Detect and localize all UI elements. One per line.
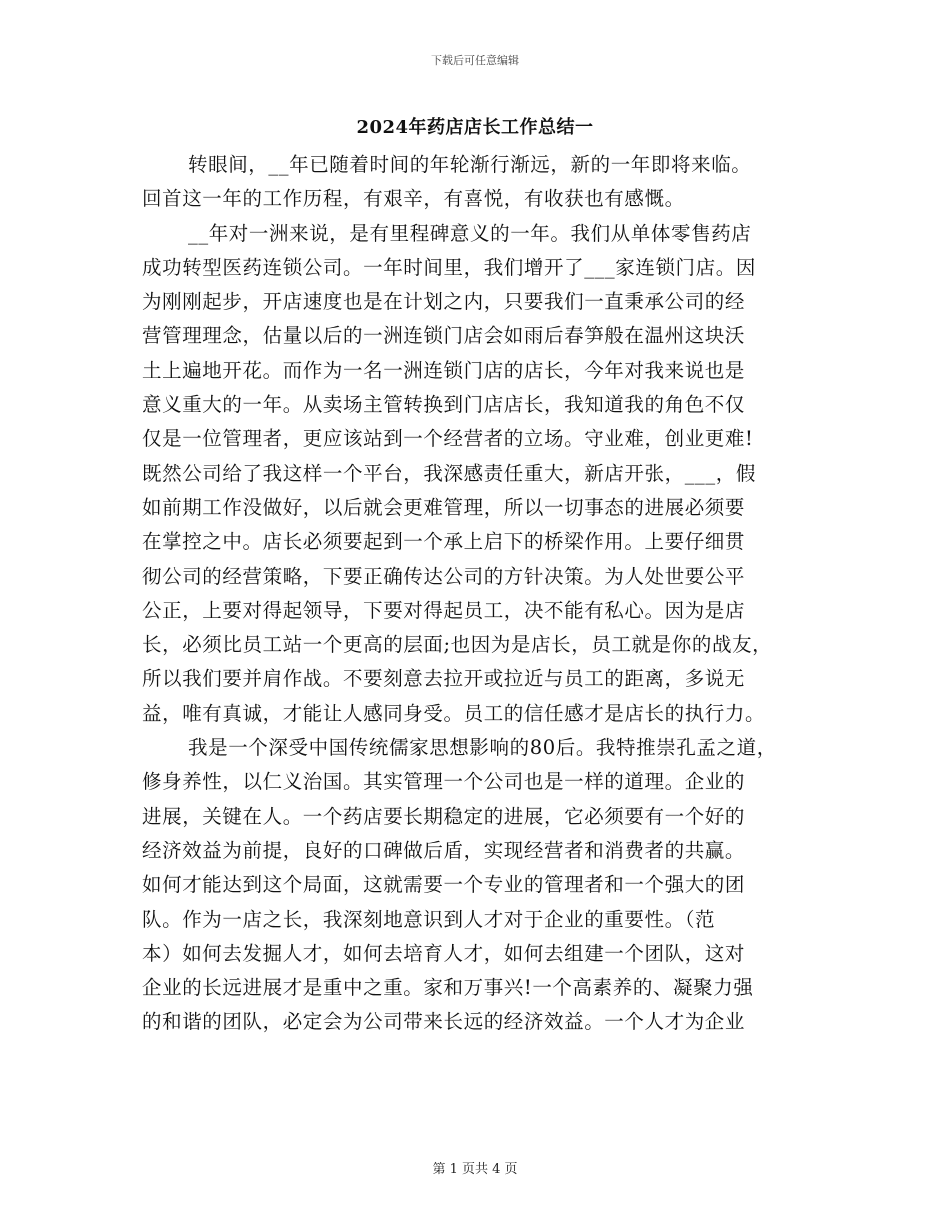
paragraph-line: 公正，上要对得起领导，下要对得起员工，决不能有私心。因为是店: [142, 598, 746, 622]
paragraph-line: 成功转型医药连锁公司。一年时间里，我们增开了___家连锁门店。因: [142, 255, 756, 279]
paragraph-line: 仅是一位管理者，更应该站到一个经营者的立场。守业难，创业更难!: [142, 427, 754, 451]
paragraph-line: 在掌控之中。店长必须要起到一个承上启下的桥梁作用。上要仔细贯: [142, 530, 746, 554]
header-note: 下载后可任意编辑: [431, 54, 519, 67]
paragraph-line: 长，必须比员工站一个更高的层面;也因为是店长，员工就是你的战友，: [142, 633, 773, 657]
document-title: 2024年药店店长工作总结一: [356, 117, 594, 138]
paragraph-line: 的和谐的团队，必定会为公司带来长远的经济效益。一个人才为企业: [142, 1010, 746, 1034]
paragraph-line: __年对一洲来说，是有里程碑意义的一年。我们从单体零售药店: [188, 221, 752, 245]
paragraph-line: 本）如何去发掘人才，如何去培育人才，如何去组建一个团队，这对: [142, 941, 746, 965]
document-body: [142, 148, 814, 1040]
paragraph-line: 经济效益为前提，良好的口碑做后盾，实现经营者和消费者的共赢。: [142, 838, 746, 862]
paragraph-line: 企业的长远进展才是重中之重。家和万事兴!一个高素养的、凝聚力强: [142, 976, 754, 1000]
paragraph-line: 益，唯有真诚，才能让人感同身受。员工的信任感才是店长的执行力。: [142, 701, 766, 725]
paragraph-line: 回首这一年的工作历程，有艰辛，有喜悦，有收获也有感慨。: [142, 187, 685, 211]
paragraph-line: 既然公司给了我这样一个平台，我深感责任重大，新店开张，___，假: [142, 461, 756, 485]
paragraph-line: 营管理理念，估量以后的一洲连锁门店会如雨后春笋般在温州这块沃: [142, 324, 746, 348]
paragraph-line: 如前期工作没做好，以后就会更难管理，所以一切事态的进展必须要: [142, 495, 746, 519]
paragraph-line: 土上遍地开花。而作为一名一洲连锁门店的店长，今年对我来说也是: [142, 358, 746, 382]
paragraph-line: 彻公司的经营策略，下要正确传达公司的方针决策。为人处世要公平: [142, 564, 746, 588]
paragraph-line: 队。作为一店之长，我深刻地意识到人才对于企业的重要性。（范: [142, 907, 716, 931]
paragraph-line: 意义重大的一年。从卖场主管转换到门店店长，我知道我的角色不仅: [142, 393, 746, 417]
page-number: 第 1 页共 4 页: [432, 1162, 518, 1177]
paragraph-line: 转眼间，__年已随着时间的年轮渐行渐远，新的一年即将来临。: [188, 153, 752, 176]
paragraph-line: 所以我们要并肩作战。不要刻意去拉开或拉近与员工的距离，多说无: [142, 667, 746, 691]
paragraph-line: 为刚刚起步，开店速度也是在计划之内，只要我们一直秉承公司的经: [142, 290, 746, 314]
paragraph-line: 进展，关键在人。一个药店要长期稳定的进展，它必须要有一个好的: [142, 804, 746, 828]
paragraph-line: 修身养性，以仁义治国。其实管理一个公司也是一样的道理。企业的: [142, 770, 746, 794]
paragraph-line: 我是一个深受中国传统儒家思想影响的80后。我特推崇孔孟之道，: [188, 736, 777, 760]
paragraph-line: 如何才能达到这个局面，这就需要一个专业的管理者和一个强大的团: [142, 873, 746, 897]
